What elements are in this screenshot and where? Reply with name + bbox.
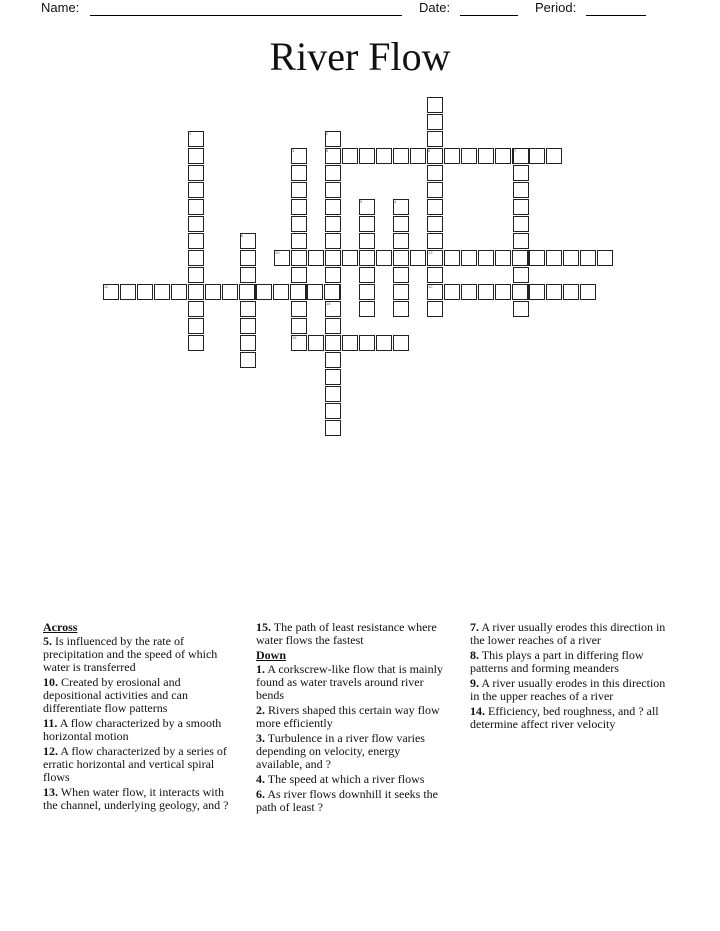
- grid-cell[interactable]: [580, 250, 596, 266]
- grid-cell[interactable]: [359, 148, 375, 164]
- grid-cell[interactable]: [495, 148, 511, 164]
- cell-number: 7: [514, 148, 517, 153]
- grid-cell[interactable]: [495, 250, 511, 266]
- grid-cell[interactable]: [444, 148, 460, 164]
- clue-down-6: 6. As river flows downhill it seeks the path of least ?: [256, 787, 438, 814]
- grid-cell[interactable]: [308, 335, 324, 351]
- grid-cell[interactable]: [325, 335, 341, 351]
- grid-cell[interactable]: [291, 267, 307, 283]
- period-label: Period:: [535, 0, 577, 15]
- grid-cell[interactable]: [513, 182, 529, 198]
- clue-down-4: 4. The speed at which a river flows: [256, 772, 425, 786]
- grid-cell[interactable]: [291, 301, 307, 317]
- grid-cell[interactable]: [325, 369, 341, 385]
- grid-cell[interactable]: [563, 250, 579, 266]
- grid-cell[interactable]: [427, 233, 443, 249]
- grid-cell[interactable]: [393, 335, 409, 351]
- grid-cell[interactable]: [273, 284, 289, 300]
- across-heading: Across: [43, 620, 78, 634]
- clue-across-13: 13. When water flow, it interacts with the channel, underlying geology, and ?: [43, 785, 229, 812]
- grid-cell[interactable]: [325, 165, 341, 181]
- grid-cell[interactable]: [240, 250, 256, 266]
- grid-cell[interactable]: [359, 250, 375, 266]
- grid-cell[interactable]: [359, 233, 375, 249]
- cell-number: 15: [292, 335, 297, 340]
- grid-cell[interactable]: [427, 182, 443, 198]
- cell-number: 1: [189, 131, 192, 136]
- grid-cell[interactable]: [427, 216, 443, 232]
- grid-cell[interactable]: [393, 301, 409, 317]
- grid-cell[interactable]: [137, 284, 153, 300]
- grid-cell[interactable]: [512, 284, 528, 300]
- grid-cell[interactable]: [478, 284, 494, 300]
- grid-cell[interactable]: [325, 199, 341, 215]
- cell-number: 4: [394, 199, 397, 204]
- grid-cell[interactable]: [461, 148, 477, 164]
- grid-cell[interactable]: [376, 250, 392, 266]
- page-title: River Flow: [269, 34, 451, 79]
- grid-cell[interactable]: [291, 216, 307, 232]
- grid-cell[interactable]: [529, 148, 545, 164]
- grid-cell[interactable]: [359, 301, 375, 317]
- grid-cell[interactable]: [325, 216, 341, 232]
- grid-cell[interactable]: [291, 165, 307, 181]
- cell-number: 3: [292, 148, 295, 153]
- clue-column-1: [43, 621, 233, 814]
- grid-cell[interactable]: [188, 148, 204, 164]
- grid-cell[interactable]: [325, 250, 341, 266]
- clue-down-9: 9. A river usually erodes in this direction in the upper reaches of a river: [470, 676, 666, 703]
- grid-cell[interactable]: [154, 284, 170, 300]
- grid-cell[interactable]: [393, 250, 409, 266]
- grid-cell[interactable]: [188, 318, 204, 334]
- grid-cell[interactable]: [393, 216, 409, 232]
- grid-cell[interactable]: [188, 267, 204, 283]
- grid-cell[interactable]: [427, 267, 443, 283]
- grid-cell[interactable]: [529, 250, 545, 266]
- grid-cell[interactable]: [222, 284, 238, 300]
- grid-cell[interactable]: [513, 216, 529, 232]
- cell-number: 14: [326, 301, 331, 306]
- grid-cell[interactable]: [188, 250, 204, 266]
- grid-cell[interactable]: [393, 233, 409, 249]
- clue-across-5: 5. Is influenced by the rate of precipitation and the speed of which water is transferred: [43, 634, 218, 674]
- grid-cell[interactable]: [307, 284, 323, 300]
- grid-cell[interactable]: [513, 267, 529, 283]
- grid-cell[interactable]: [325, 318, 341, 334]
- grid-cell[interactable]: [188, 284, 204, 300]
- grid-cell[interactable]: [325, 267, 341, 283]
- grid-cell[interactable]: [359, 335, 375, 351]
- clue-down-3: 3. Turbulence in a river flow varies depending on velocity, energy available, and ?: [256, 731, 425, 771]
- grid-cell[interactable]: [461, 250, 477, 266]
- grid-cell[interactable]: [188, 233, 204, 249]
- cell-number: 12: [428, 284, 433, 289]
- grid-cell[interactable]: [240, 267, 256, 283]
- grid-cell[interactable]: [325, 233, 341, 249]
- grid-cell[interactable]: [291, 250, 307, 266]
- grid-cell[interactable]: [393, 284, 409, 300]
- cell-number: 6: [241, 233, 244, 238]
- grid-cell[interactable]: [205, 284, 221, 300]
- grid-cell[interactable]: [240, 318, 256, 334]
- grid-cell[interactable]: [580, 284, 596, 300]
- cell-number: 8: [428, 148, 431, 153]
- cell-number: 2: [326, 131, 329, 136]
- grid-cell[interactable]: [290, 284, 306, 300]
- grid-cell[interactable]: [325, 403, 341, 419]
- grid-cell[interactable]: [325, 182, 341, 198]
- grid-cell[interactable]: [478, 148, 494, 164]
- grid-cell[interactable]: [240, 335, 256, 351]
- cell-number: 9: [360, 199, 363, 204]
- clue-column-2: [256, 621, 446, 816]
- grid-cell[interactable]: [291, 182, 307, 198]
- grid-cell[interactable]: [444, 250, 460, 266]
- grid-cell[interactable]: [427, 301, 443, 317]
- grid-cell[interactable]: [393, 267, 409, 283]
- grid-cell[interactable]: [325, 386, 341, 402]
- grid-cell[interactable]: [240, 352, 256, 368]
- clue-down-7: 7. A river usually erodes this direction in the lower reaches of a river: [470, 620, 666, 647]
- grid-cell[interactable]: [171, 284, 187, 300]
- grid-cell[interactable]: [546, 284, 562, 300]
- grid-cell[interactable]: [427, 131, 443, 147]
- grid-cell[interactable]: [546, 250, 562, 266]
- cell-number: 10: [275, 250, 280, 255]
- grid-cell[interactable]: [427, 199, 443, 215]
- grid-cell[interactable]: [359, 216, 375, 232]
- grid-cell[interactable]: [393, 148, 409, 164]
- grid-cell[interactable]: [461, 284, 477, 300]
- cell-number: 5: [326, 148, 329, 153]
- clue-down-2: 2. Rivers shaped this certain way flow more efficiently: [256, 703, 440, 730]
- grid-cell[interactable]: [359, 267, 375, 283]
- grid-cell[interactable]: [188, 335, 204, 351]
- clue-down-14: 14. Efficiency, bed roughness, and ? all determine affect river velocity: [470, 704, 659, 731]
- clue-across-10: 10. Created by erosional and depositional activities and can differentiate flow patterns: [43, 675, 188, 715]
- clue-down-8: 8. This plays a part in differing flow patterns and forming meanders: [470, 648, 644, 675]
- grid-cell[interactable]: [546, 148, 562, 164]
- clue-across-15: 15. The path of least resistance where water flows the fastest: [256, 620, 437, 647]
- grid-cell[interactable]: [597, 250, 613, 266]
- cell-number: 13: [428, 250, 433, 255]
- grid-cell[interactable]: [478, 250, 494, 266]
- grid-cell[interactable]: [342, 250, 358, 266]
- grid-cell[interactable]: [324, 284, 340, 300]
- grid-cell[interactable]: [410, 250, 426, 266]
- grid-cell[interactable]: [410, 148, 426, 164]
- grid-cell[interactable]: [376, 335, 392, 351]
- grid-cell[interactable]: [427, 165, 443, 181]
- grid-cell[interactable]: [427, 97, 443, 113]
- grid-cell[interactable]: [359, 284, 375, 300]
- grid-cell[interactable]: [291, 199, 307, 215]
- clue-across-11: 11. A flow characterized by a smooth horizontal motion: [43, 716, 222, 743]
- grid-cell[interactable]: [120, 284, 136, 300]
- clue-across-12: 12. A flow characterized by a series of erratic horizontal and vertical spiral flows: [43, 744, 227, 784]
- grid-cell[interactable]: [529, 284, 545, 300]
- clue-down-1: 1. A corkscrew-like flow that is mainly found as water travels around river bends: [256, 662, 443, 702]
- grid-cell[interactable]: [342, 335, 358, 351]
- grid-cell[interactable]: [188, 182, 204, 198]
- date-label: Date:: [419, 0, 451, 15]
- grid-cell[interactable]: [444, 284, 460, 300]
- grid-cell[interactable]: [188, 216, 204, 232]
- grid-cell[interactable]: [512, 250, 528, 266]
- grid-cell[interactable]: [563, 284, 579, 300]
- grid-cell[interactable]: [256, 284, 272, 300]
- grid-cell[interactable]: [188, 301, 204, 317]
- grid-cell[interactable]: [513, 199, 529, 215]
- grid-cell[interactable]: [513, 233, 529, 249]
- grid-cell[interactable]: [513, 165, 529, 181]
- grid-cell[interactable]: [342, 148, 358, 164]
- grid-cell[interactable]: [291, 318, 307, 334]
- name-label: Name:: [41, 0, 80, 15]
- grid-cell[interactable]: [513, 301, 529, 317]
- clue-column-3: [470, 621, 670, 733]
- grid-cell[interactable]: [427, 114, 443, 130]
- grid-cell[interactable]: [325, 420, 341, 436]
- grid-cell[interactable]: [188, 165, 204, 181]
- grid-cell[interactable]: [240, 301, 256, 317]
- grid-cell[interactable]: [188, 199, 204, 215]
- grid-cell[interactable]: [239, 284, 255, 300]
- down-heading: Down: [256, 648, 287, 662]
- grid-cell[interactable]: [291, 233, 307, 249]
- grid-cell[interactable]: [376, 148, 392, 164]
- cell-number: 11: [104, 284, 109, 289]
- grid-cell[interactable]: [325, 352, 341, 368]
- grid-cell[interactable]: [495, 284, 511, 300]
- grid-cell[interactable]: [308, 250, 324, 266]
